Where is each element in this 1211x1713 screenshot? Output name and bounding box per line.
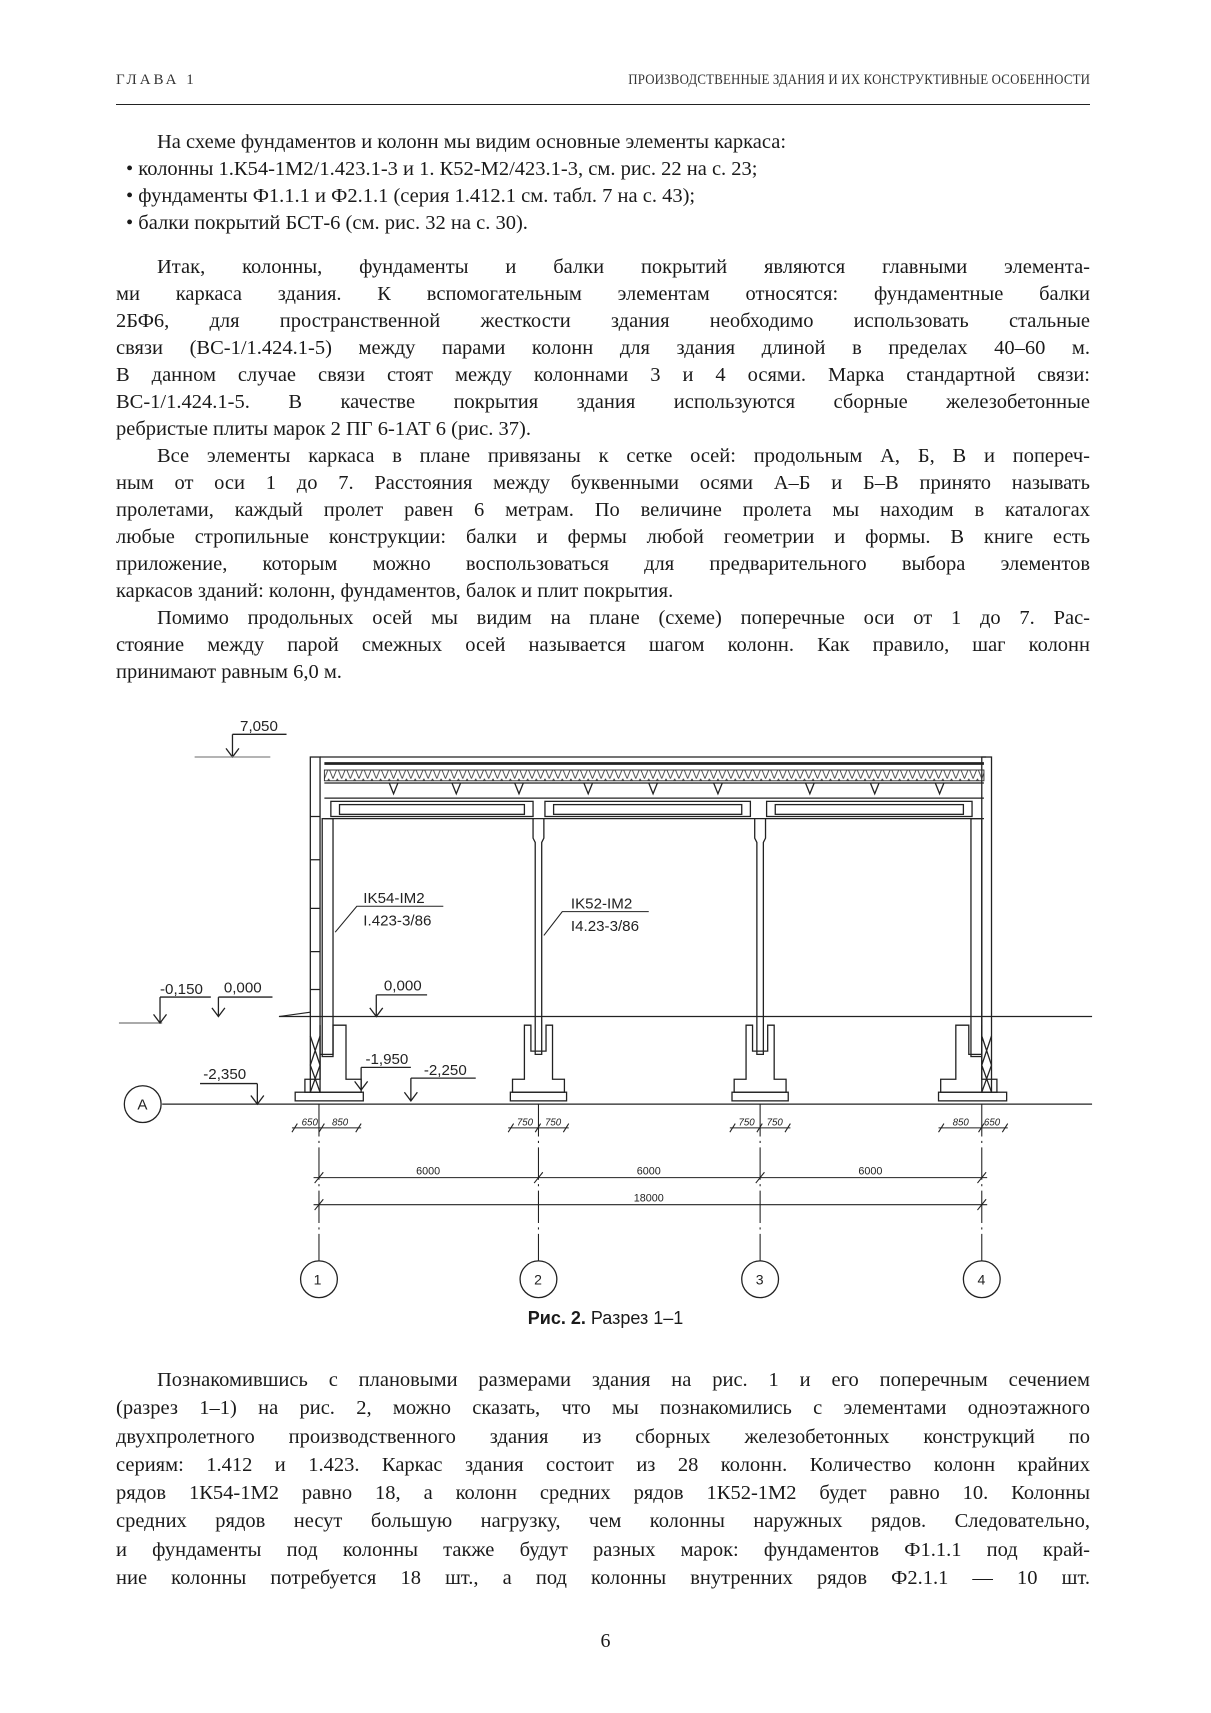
roof-slab [320,757,986,819]
text-line: 2БФ6, для пространственной жесткости здания необходимо использовать стальные [116,310,1090,332]
text-line: ние колонны потребуется 18 шт., а под колонны внутренних рядов Ф2.1.1 — 10 шт. [116,1567,1090,1590]
text-line: любые стропильные конструкции: балки и фермы любой геометрии и формы. В книге есть [116,526,1090,548]
text-line: средних рядов несут большую нагрузку, чем колонны наружных рядов. Следовательно, [116,1510,1090,1533]
axis-label: 1 [313,1271,322,1288]
span-label: 6000 [636,1165,661,1178]
column-series: I.423-3/86 [363,912,432,930]
elevation-label: -0,150 [160,980,203,998]
axis-a-label: A [137,1096,148,1114]
dimension-label: 650 [301,1117,318,1129]
column-axis-2 [533,819,544,1055]
text-line: Помимо продольных осей мы видим на плане (схеме) поперечные оси от 1 до 7. Рас- [157,607,1090,629]
running-header-chapter: ГЛАВА 1 [116,72,197,88]
elevation-label: -2,250 [423,1061,467,1079]
elevation-mark-floor-mid [370,995,427,1017]
text-line: ным от оси 1 до 7. Расстояния между буквенными осями А–Б и Б–В принято называть [116,472,1090,494]
figure-caption [0,1308,1211,1329]
text-line: связи (ВС-1/1.424.1-5) между парами колонн для здания длиной в пределах 40–60 м. [116,337,1090,359]
elevation-mark-outside [154,997,211,1023]
text-line: (разрез 1–1) на рис. 2, можно сказать, что мы познакомились с элементами одноэтажного [116,1397,1090,1420]
foundation-dimension-lines [292,1124,1008,1133]
text-line: В данном случае связи стоят между колоннами 3 и 4 осями. Марка стандартной связи: [116,364,1090,386]
bullet-item: • фундаменты Ф1.1.1 и Ф2.1.1 (серия 1.412.1 см. табл. 7 на с. 43); [126,185,696,207]
foundation-axis-4 [939,1025,1007,1101]
bullet-item: • колонны 1.К54-1М2/1.423.1-3 и 1. К52-М2/423.1-3, см. рис. 22 на с. 23; [126,158,758,180]
text-line: приложение, которым можно воспользоваться для предварительного выбора элементов [116,553,1090,575]
intro-lead: На схеме фундаментов и колонн мы видим основные элементы каркаса: [157,131,787,153]
bullet-item: • балки покрытий БСТ-6 (см. рис. 32 на с. 30). [126,212,528,234]
dimension-label: 750 [516,1117,534,1129]
column-axis-3 [755,819,766,1055]
text-line: рядов 1К54-1М2 равно 18, а колонн средних рядов 1К52-1М2 будет равно 10. Колонны [116,1482,1090,1505]
paragraph [116,1366,1090,1592]
text-line: каркасов зданий: колонн, фундаментов, балок и плит покрытия. [116,580,674,602]
column-axis-4 [971,819,982,1057]
text-line: пролетами, каждый пролет равен 6 метрам. По величине пролета мы находим в каталогах [116,499,1090,521]
elevation-label: -1,950 [365,1051,409,1069]
dimension-label: 750 [738,1117,755,1129]
span-label: 6000 [416,1165,441,1178]
column-mark: IK54-IM2 [363,889,425,907]
running-header-title: ПРОИЗВОДСТВЕННЫЕ ЗДАНИЯ И ИХ КОНСТРУКТИВНЫЕ ОСОБЕННОСТИ [628,72,1090,88]
span-label: 6000 [858,1165,883,1178]
text-line: ВС-1/1.424.1-5. В качестве покрытия здания используются сборные железобетонные [116,391,1090,413]
total-span-label: 18000 [633,1192,664,1205]
text-line: сериям: 1.412 и 1.423. Каркас здания состоит из 28 колонн. Количество колонн крайних [116,1453,1090,1476]
wall-right [982,757,992,1092]
dimension-label: 750 [766,1117,783,1129]
text-line: Познакомившись с плановыми размерами здания на рис. 1 и его поперечным сечением [157,1369,1090,1391]
elevation-label: -2,350 [203,1066,247,1084]
elevation-mark-base [200,1084,264,1105]
foundation-axis-2 [510,1025,566,1101]
caption-number: Рис. 2. [527,1308,586,1328]
axis-label: 4 [977,1271,986,1288]
dimension-label: 850 [331,1117,349,1129]
text-line: ми каркаса здания. К вспомогательным элементам относятся: фундаментные балки [116,283,1090,305]
page-number: 6 [600,1630,611,1652]
elevation-label: 0,000 [223,979,262,997]
text-line: двухпролетного производственного здания из сборных железобетонных конструкций по [116,1425,1090,1448]
text-line: Итак, колонны, фундаменты и балки покрытий являются главными элемента- [157,256,1090,278]
elevation-label: 0,000 [383,977,422,995]
axis-label: 3 [755,1271,764,1288]
elevation-mark-socket [355,1067,411,1090]
caption-text: Разрез 1–1 [585,1308,684,1328]
text-line: Все элементы каркаса в плане привязаны к сетке осей: продольным А, Б, В и попереч- [157,445,1090,467]
dimension-label: 750 [544,1117,562,1129]
dimension-label: 850 [952,1117,969,1129]
axis-label: 2 [534,1271,542,1288]
elevation-mark-floor-left [212,997,273,1016]
column-series: I4.23-3/86 [570,918,640,936]
elevation-mark-footing [404,1078,475,1101]
text-line: и фундаменты под колонны также будут разных марок: фундаментов Ф1.1.1 под край- [116,1538,1090,1561]
wall-left [310,757,320,1092]
elevation-mark-top [195,734,287,757]
elevation-label: 7,050 [240,718,278,736]
text-line: ребристые плиты марок 2 ПГ 6-1АТ 6 (рис. 37). [116,418,531,440]
text-line: принимают равным 6,0 м. [116,661,342,683]
foundation-axis-3 [732,1025,788,1101]
text-line: стояние между парой смежных осей называется шагом колонн. Как правило, шаг колонн [116,634,1090,656]
column-mark: IK52-IM2 [570,895,633,913]
dimension-label: 650 [983,1117,1001,1129]
grid-axis-lines [319,1104,982,1261]
foundation-axis-1 [295,1025,363,1101]
column-axis-1 [322,819,333,1057]
